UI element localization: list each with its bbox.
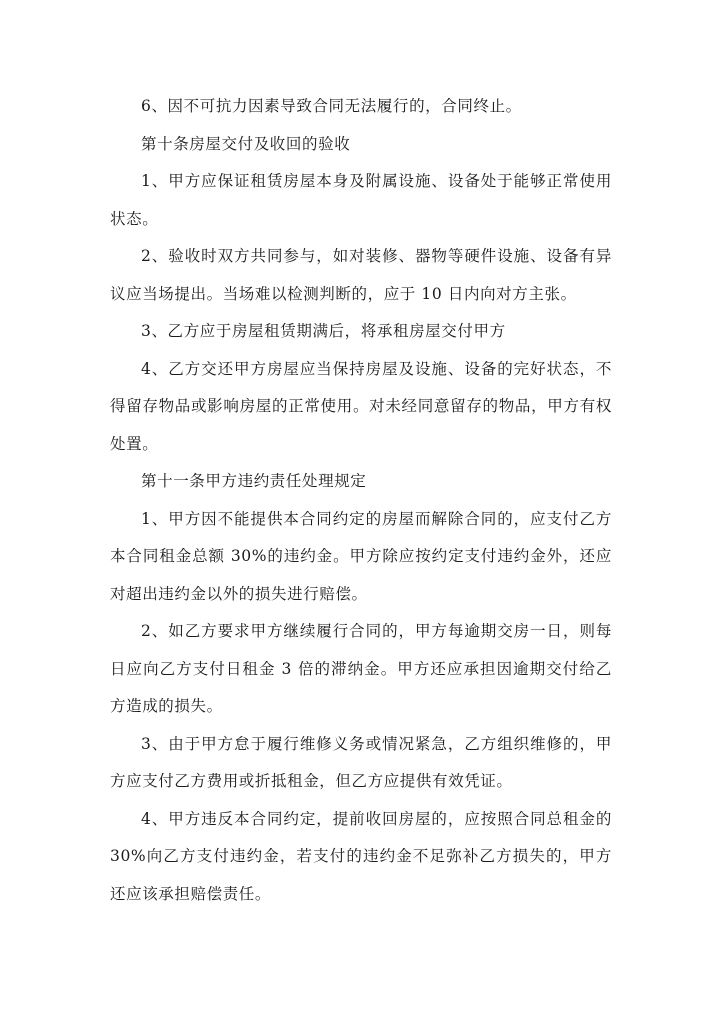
- article-10-item-2: 2、验收时双方共同参与，如对装修、器物等硬件设施、设备有异议应当场提出。当场难以检测判断的，应于 10 日内向对方主张。: [110, 247, 612, 303]
- article-10-heading: 第十条房屋交付及收回的验收: [141, 134, 351, 153]
- article-10-item-3: 3、乙方应于房屋租赁期满后，将承租房屋交付甲方: [141, 322, 506, 340]
- document-body: [110, 88, 612, 913]
- article-11-item-2: 2、如乙方要求甲方继续履行合同的，甲方每逾期交房一日，则每日应向乙方支付日租金 3 倍的滞纳金。甲方还应承担因逾期交付给乙方造成的损失。: [110, 622, 612, 715]
- article-11-item-4: 4、甲方违反本合同约定，提前收回房屋的，应按照合同总租金的 30%向乙方支付违约金，若支付的违约金不足弥补乙方损失的，甲方还应该承担赔偿责任。: [110, 809, 612, 903]
- article-11-item-3: 3、由于甲方怠于履行维修义务或情况紧急，乙方组织维修的，甲方应支付乙方费用或折抵租金，但乙方应提供有效凭证。: [110, 734, 612, 790]
- article-10-item-4: 4、乙方交还甲方房屋应当保持房屋及设施、设备的完好状态，不得留存物品或影响房屋的正常使用。对未经同意留存的物品，甲方有权处置。: [110, 359, 612, 453]
- article-11-heading: 第十一条甲方违约责任处理规定: [141, 472, 367, 490]
- clause-force-majeure: 6、因不可抗力因素导致合同无法履行的，合同终止。: [141, 97, 522, 115]
- article-11-item-1: 1、甲方因不能提供本合同约定的房屋而解除合同的，应支付乙方本合同租金总额 30%的违约金。甲方除应按约定支付违约金外，还应对超出违约金以外的损失进行赔偿。: [110, 509, 612, 603]
- article-10-item-1: 1、甲方应保证租赁房屋本身及附属设施、设备处于能够正常使用状态。: [110, 172, 612, 228]
